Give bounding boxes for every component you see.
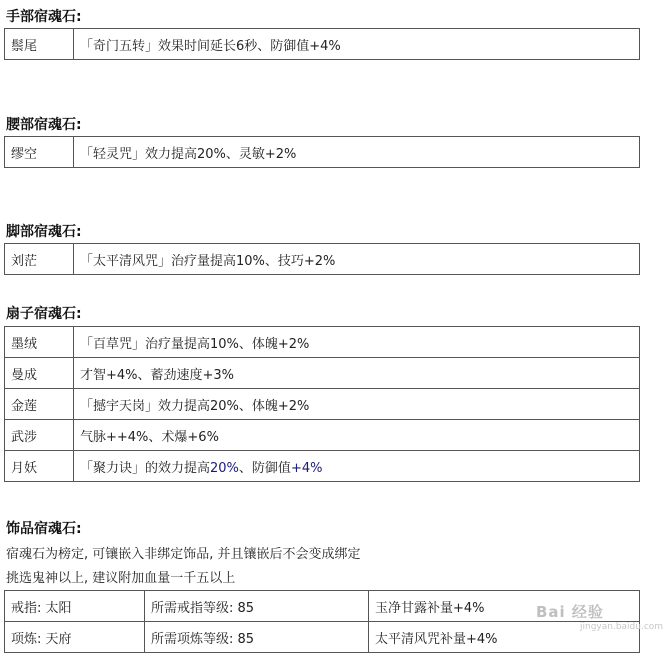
- table-row: [5, 451, 640, 482]
- stone-name: 刘茫: [5, 244, 74, 275]
- table-row: [5, 327, 640, 358]
- stone-effect: 「百草咒」治疗量提高10%、体魄+2%: [74, 327, 640, 358]
- waist-table: [4, 136, 640, 168]
- stone-effect: 「太平清风咒」治疗量提高10%、技巧+2%: [74, 244, 640, 275]
- table-row: [5, 244, 640, 275]
- stone-name: 金莲: [5, 389, 74, 420]
- accessory-requirement: 所需项炼等级: 85: [145, 622, 369, 653]
- stone-name: 曼成: [5, 358, 74, 389]
- accessory-note-1: 宿魂石为榜定, 可镶嵌入非绑定饰品, 并且镶嵌后不会变成绑定: [6, 547, 361, 562]
- stone-effect: 「轻灵咒」效力提高20%、灵敏+2%: [74, 137, 640, 168]
- accessory-slot: 戒指: 太阳: [5, 591, 145, 622]
- effect-text: 、防御值: [238, 460, 291, 476]
- stone-effect: 「奇门五转」效果时间延长6秒、防御值+4%: [74, 29, 640, 60]
- foot-section-heading: 脚部宿魂石:: [6, 224, 82, 240]
- accessory-bonus: 太平清风咒补量+4%: [369, 622, 640, 653]
- table-row: [5, 137, 640, 168]
- table-row: [5, 29, 640, 60]
- watermark-logo: Bai 经验: [536, 603, 604, 621]
- fan-section-heading: 扇子宿魂石:: [6, 306, 82, 322]
- accessory-note-2: 挑选鬼神以上, 建议附加血量一千五以上: [6, 571, 236, 586]
- foot-table: [4, 243, 640, 275]
- table-row: [5, 622, 640, 653]
- effect-text: 「聚力诀」的效力提高: [80, 460, 211, 476]
- waist-section-heading: 腰部宿魂石:: [6, 117, 82, 133]
- stone-effect: [74, 451, 640, 482]
- table-row: [5, 358, 640, 389]
- accessory-bonus: 玉净甘露补量+4%: [369, 591, 640, 622]
- effect-highlight: +4%: [290, 460, 323, 476]
- table-row: [5, 420, 640, 451]
- stone-effect: 才智+4%、蓄劲速度+3%: [74, 358, 640, 389]
- stone-effect: 气脉++4%、术爆+6%: [74, 420, 640, 451]
- table-row: [5, 389, 640, 420]
- stone-effect: 「撼宇天岗」效力提高20%、体魄+2%: [74, 389, 640, 420]
- stone-name: 鬃尾: [5, 29, 74, 60]
- effect-highlight: 20%: [210, 460, 239, 476]
- stone-name: 武涉: [5, 420, 74, 451]
- stone-name: 墨绒: [5, 327, 74, 358]
- watermark-url: jingyan.baidu.com: [580, 622, 663, 632]
- accessory-section-heading: 饰品宿魂石:: [6, 521, 82, 537]
- stone-name: 缪空: [5, 137, 74, 168]
- fan-table: [4, 326, 640, 482]
- hand-section-heading: 手部宿魂石:: [6, 9, 82, 25]
- stone-name: 月妖: [5, 451, 74, 482]
- accessory-slot: 项炼: 天府: [5, 622, 145, 653]
- accessory-requirement: 所需戒指等级: 85: [145, 591, 369, 622]
- hand-table: [4, 28, 640, 60]
